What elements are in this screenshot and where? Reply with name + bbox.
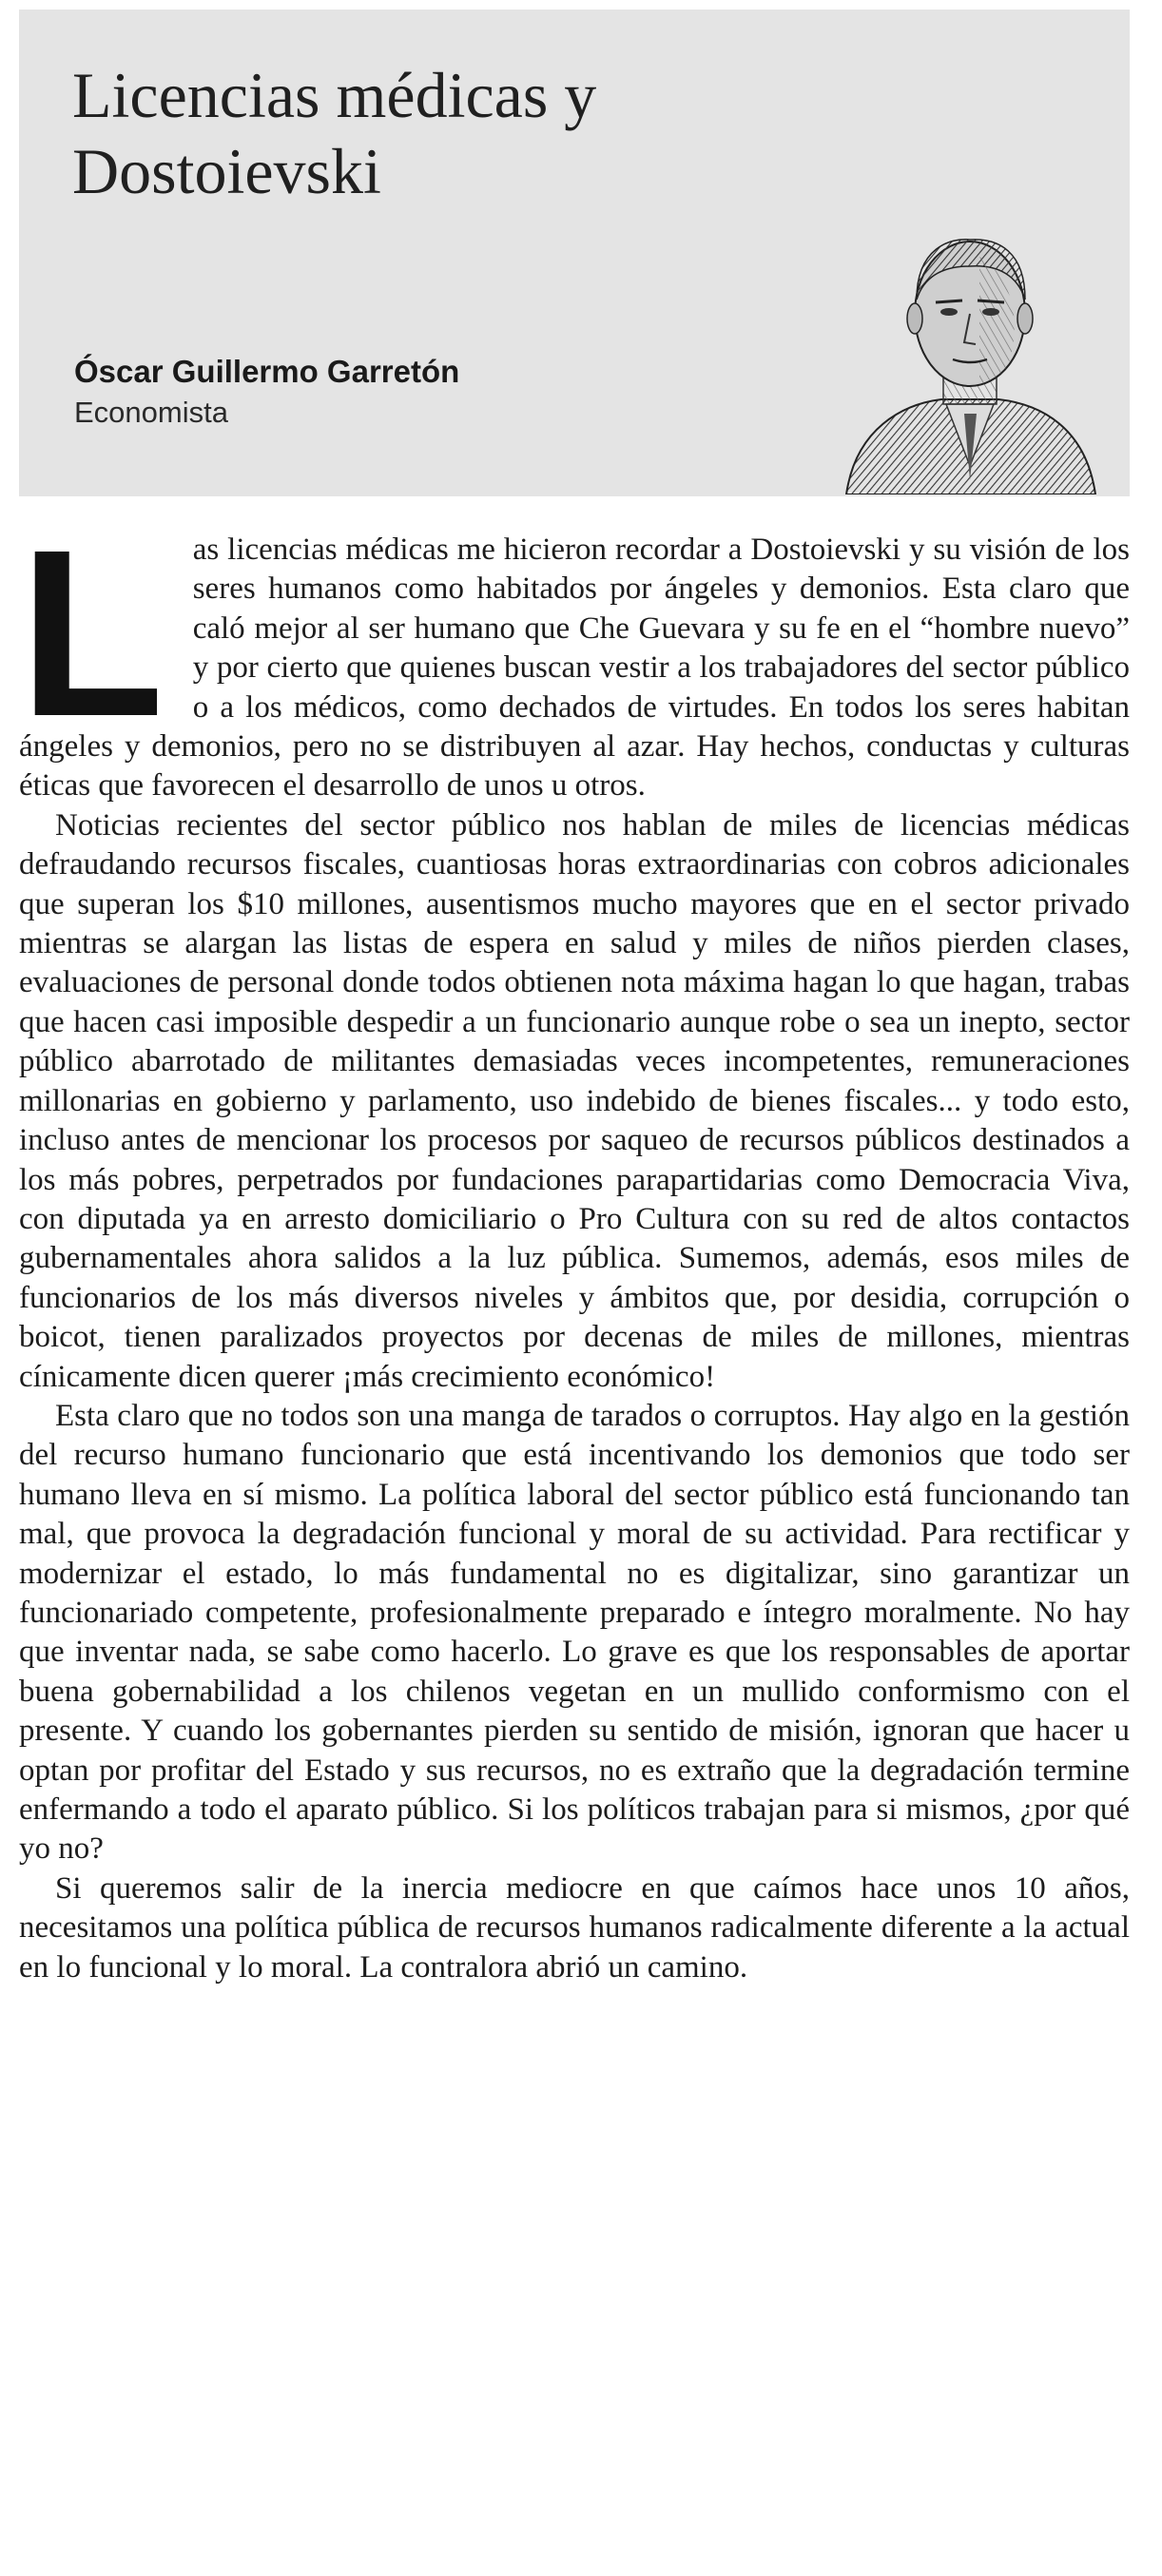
article-body [19,500,1130,1987]
article-paragraph-4: Si queremos salir de la inercia mediocre en que caímos hace unos 10 años, necesitamos una política pública de recursos humanos radicalmente diferente a la actual en lo funcional y lo moral. La contralora abrió un camino. [19,1870,1130,1985]
article-paragraph-1 [19,500,1130,806]
article-paragraph-2: Noticias recientes del sector público nos hablan de miles de licencias médicas defraudando recursos fiscales, cuantiosas horas extraordinarias con cobros adicionales que superan los $10 millones, ausentismos mucho mayores que en el sector privado mientras se alargan las listas de espera en salud y miles de niños pierden clases, evaluaciones de personal donde todos obtienen nota máxima hagan lo que hagan, trabas que hacen casi imposible despedir a un funcionario aunque robe o sea un inepto, sector público abarrotado de militantes demasiadas veces incompetentes, remuneraciones millonarias en gobierno y parlamento, uso indebido de bienes fiscales... y todo esto, incluso antes de mencionar los procesos por saqueo de recursos públicos destinados a los más pobres, perpetrados por fundaciones parapartidarias como Democracia Viva, con diputada ya en arresto domiciliario o Pro Cultura con su red de altos contactos gubernamentales ahora salidos a la luz pública. Sumemos, además, esos miles de funcionarios de los más diversos niveles y ámbitos que, por desidia, corrupción o boicot, tienen paralizados proyectos por decenas de miles de millones, mientras cínicamente dicen querer ¡más crecimiento económico! [19,807,1130,1394]
author-role: Economista [74,396,228,429]
article-paragraph-3: Esta claro que no todos son una manga de tarados o corruptos. Hay algo en la gestión del recurso humano funcionario que está incentivando los demonios que todo ser humano lleva en sí mismo. La política laboral del sector público está funcionando tan mal, que provoca la degradación funcional y moral de su actividad. Para rectificar y modernizar el estado, lo más fundamental no es digitalizar, sino garantizar un funcionariado competente, profesionalmente preparado e íntegro moralmente. No hay que inventar nada, se sabe como hacerlo. Lo grave es que los responsables de aportar buena gobernabilidad a los chilenos vegetan en un mullido conformismo con el presente. Y cuando los gobernantes pierden su sentido de misión, ignoran que hacer u optan por profitar del Estado y sus recursos, no es extraño que la degradación termine enfermando a todo el aparato público. Si los políticos trabajan para si mismos, ¿por qué yo no? [19,1398,1130,1867]
author-name: Óscar Guillermo Garretón [74,354,460,389]
article-header [19,10,1130,496]
article-title: Licencias médicas y Dostoievski [72,59,597,207]
author-portrait-icon [837,209,1103,494]
drop-cap: L [19,500,165,765]
paragraph-1-text: as licencias médicas me hicieron recordar a Dostoievski y su visión de los seres humanos como habitados por ángeles y demonios. Esta claro que caló mejor al ser humano que Che Guevara y su fe en el “hombre nuevo” y por cierto que quienes buscan vestir a los trabajadores del sector público o a los médicos, como dechados de virtudes. En todos los seres habitan ángeles y demonios, pero no se distribuyen al azar. Hay hechos, conductas y culturas éticas que favorecen el desarrollo de unos u otros. [19,533,1130,804]
